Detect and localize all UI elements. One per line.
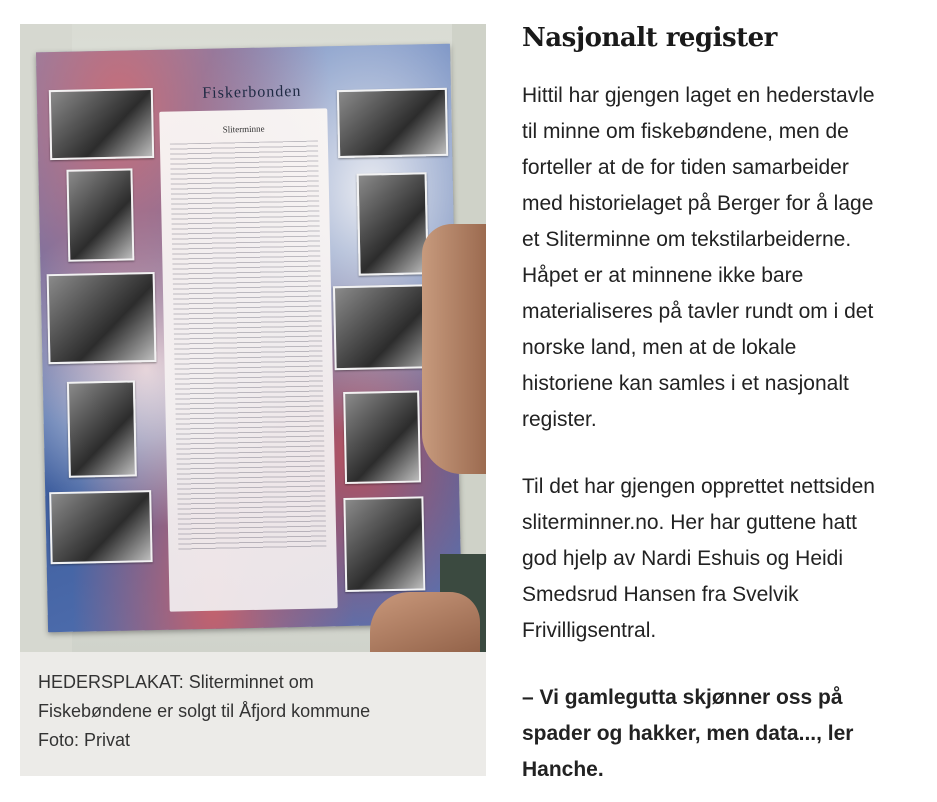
text-line: til minne om fiskebøndene, men de [522,120,849,143]
text-line: – Vi gamlegutta skjønner oss på [522,686,843,709]
poster-photo-mountains [49,88,154,160]
article-figure [20,24,486,776]
paragraph-1 [522,78,934,438]
paragraph-2 [522,469,934,649]
text-line: norske land, men at de lokale [522,336,797,359]
holding-hand-bottom [370,592,480,652]
poster-photo-farm [343,496,425,592]
caption-credit: Foto: Privat [38,730,131,750]
caption-line: Fiskebøndene er solgt til Åfjord kommune [38,701,371,721]
text-line: Hanche. [522,758,604,781]
text-line: Smedsrud Hansen fra Svelvik [522,583,799,606]
text-line: god hjelp av Nardi Eshuis og Heidi [522,547,844,570]
text-line: med historielaget på Berger for å lage [522,192,874,215]
memorial-poster [36,44,462,633]
poster-photo-cabin [67,380,137,477]
poster-photo[interactable] [20,24,486,652]
text-line: Hittil har gjengen laget en hederstavle [522,84,875,107]
text-line: materialiseres på tavler rundt om i det [522,300,874,323]
poster-text-sheet [159,108,337,611]
poster-photo-woman [66,168,134,261]
text-line: historiene kan samles i et nasjonalt [522,372,849,395]
poster-title: Fiskerbonden [202,82,302,102]
text-line: Håpet er at minnene ikke bare [522,264,804,287]
text-line: register. [522,408,597,431]
text-line: Til det har gjengen opprettet nettsiden [522,475,875,498]
section-heading: Nasjonalt register [522,23,777,53]
poster-photo-work [49,490,152,564]
poster-photo-group [47,272,157,364]
quote-paragraph [522,680,934,788]
poster-photo-fisherman [357,172,429,275]
poster-text-lines [170,141,327,552]
text-line: spader og hakker, men data..., ler [522,722,854,745]
text-line: sliterminner.no. Her har guttene hatt [522,511,858,534]
poster-photo-fjord [337,88,448,158]
text-line: et Sliterminne om tekstilarbeiderne. [522,228,852,251]
caption-line: HEDERSPLAKAT: Sliterminnet om [38,672,314,692]
poster-photo-sheep [343,390,421,484]
figure-caption [38,668,478,755]
poster-subtitle: Sliterminne [222,123,265,135]
holding-hand-right [422,224,486,474]
article-body [522,20,934,788]
text-line: Frivilligsentral. [522,619,657,642]
text-line: forteller at de for tiden samarbeider [522,156,849,179]
